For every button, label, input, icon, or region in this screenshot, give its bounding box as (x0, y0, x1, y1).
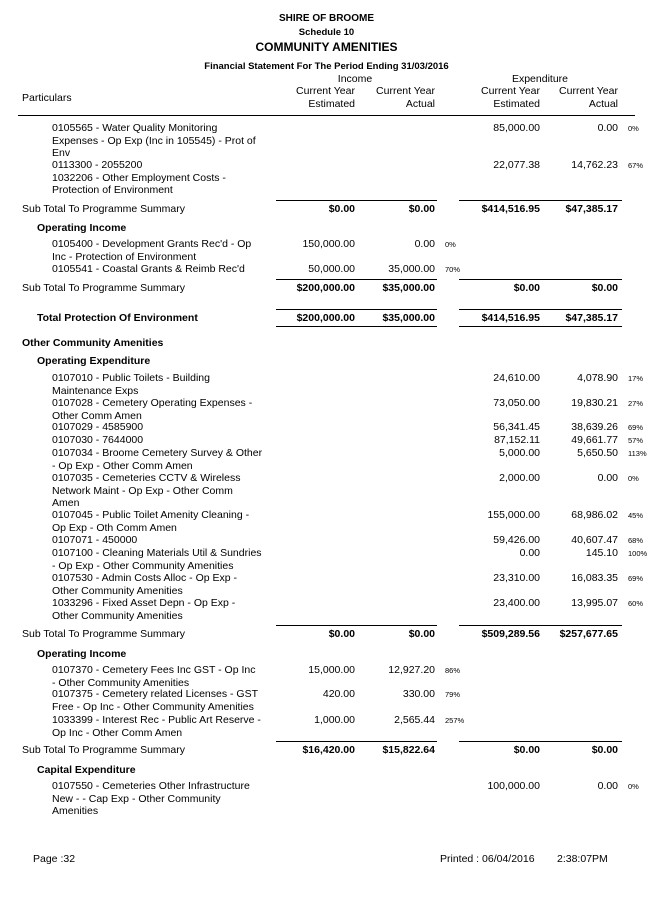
item-description-line: - Op Exp - Other Community Amenities (52, 559, 234, 572)
expenditure-actual-value: 0.00 (597, 780, 618, 792)
total-underline-expenditure (459, 326, 622, 327)
expenditure-estimated-value: 24,610.00 (493, 372, 540, 384)
income-actual-value: 0.00 (414, 238, 435, 250)
org-name: SHIRE OF BROOME (278, 13, 374, 24)
item-description-line: 0107035 - Cemeteries CCTV & Wireless (52, 472, 241, 484)
expenditure-estimated-value: 155,000.00 (487, 509, 540, 521)
subtotal-rule-expenditure (459, 309, 622, 310)
expenditure-actual-value: 145.10 (585, 547, 618, 559)
item-description-line: 0107028 - Cemetery Operating Expenses - (52, 397, 253, 409)
subtotal-expenditure-estimated: $414,516.95 (481, 203, 540, 215)
item-description-line: 0107010 - Public Toilets - Building (52, 372, 210, 384)
item-description-line: 0113300 - 2055200 (52, 159, 143, 171)
income-estimated-header-line1: Current Year (296, 85, 355, 97)
subtotal-rule-expenditure (459, 741, 622, 742)
subtotal-income-estimated: $200,000.00 (296, 312, 355, 324)
item-description-line: - Other Community Amenities (52, 676, 190, 689)
income-actual-value: 2,565.44 (394, 714, 435, 726)
item-description-line: 0107370 - Cemetery Fees Inc GST - Op Inc (52, 664, 256, 676)
income-estimated-value: 420.00 (322, 688, 355, 700)
subtotal-expenditure-estimated: $0.00 (513, 282, 540, 294)
expenditure-actual-value: 0.00 (597, 472, 618, 484)
expenditure-percent: 100% (628, 548, 648, 558)
expenditure-actual-value: 38,639.26 (571, 421, 618, 433)
income-estimated-header-line2: Estimated (308, 98, 355, 110)
item-description-line: 0107034 - Broome Cemetery Survey & Other (52, 447, 263, 459)
item-description-line: Amen (52, 497, 80, 509)
subtotal-rule-income (276, 200, 437, 201)
expenditure-actual-header-line2: Actual (588, 98, 618, 110)
subtotal-expenditure-actual: $47,385.17 (565, 312, 618, 324)
item-description-line: Op Exp - Oth Comm Amen (52, 521, 177, 534)
subtotal-income-actual: $0.00 (408, 628, 435, 640)
report-subtitle: Financial Statement For The Period Ending 31/03/2016 (204, 61, 449, 72)
item-description-line: 0105541 - Coastal Grants & Reimb Rec'd (52, 263, 245, 275)
item-description-line: Inc - Protection of Environment (52, 250, 197, 263)
item-description-line: Op Inc - Other Comm Amen (52, 726, 183, 739)
item-description-line: 0107029 - 4585900 (52, 421, 144, 433)
expenditure-estimated-value: 87,152.11 (494, 434, 540, 446)
subtotal-rule-income (276, 279, 437, 280)
item-description-line: Amenities (52, 805, 99, 817)
expenditure-actual-header-line1: Current Year (559, 85, 618, 97)
expenditure-actual-value: 19,830.21 (571, 397, 618, 409)
income-percent: 86% (445, 665, 461, 675)
item-description-line: 0107375 - Cemetery related Licenses - GST (52, 688, 259, 700)
subtotal-income-actual: $0.00 (408, 203, 435, 215)
subtotal-income-estimated: $200,000.00 (296, 282, 355, 294)
expenditure-actual-value: 0.00 (597, 122, 618, 134)
subtotal-rule-expenditure (459, 625, 622, 626)
subtotal-label: Sub Total To Programme Summary (22, 744, 186, 756)
item-description-line: 0107550 - Cemeteries Other Infrastructure (52, 780, 250, 792)
expenditure-actual-value: 4,078.90 (577, 372, 618, 384)
expenditure-percent: 0% (628, 123, 639, 133)
item-description-line: Network Maint - Op Exp - Other Comm (52, 484, 233, 497)
subtotal-label: Sub Total To Programme Summary (22, 628, 186, 640)
subtotal-rule-income (276, 309, 437, 310)
subtotal-income-estimated: $0.00 (328, 203, 355, 215)
expenditure-percent: 57% (628, 435, 644, 445)
expenditure-estimated-value: 23,400.00 (493, 597, 540, 609)
item-description-line: 1033296 - Fixed Asset Depn - Op Exp - (52, 597, 236, 609)
expenditure-actual-value: 5,650.50 (577, 447, 618, 459)
subtotal-expenditure-actual: $0.00 (591, 282, 618, 294)
item-description-line: New - - Cap Exp - Other Community (52, 792, 221, 805)
expenditure-actual-value: 40,607.47 (571, 534, 618, 546)
item-description-line: 0107100 - Cleaning Materials Util & Sundries (52, 547, 262, 559)
item-description-line: 0107530 - Admin Costs Alloc - Op Exp - (52, 572, 238, 584)
item-description-line: Other Comm Amen (52, 409, 142, 422)
expenditure-estimated-value: 100,000.00 (487, 780, 540, 792)
expenditure-estimated-value: 5,000.00 (499, 447, 540, 459)
expenditure-percent: 0% (628, 781, 639, 791)
expenditure-estimated-header-line2: Estimated (493, 98, 540, 110)
subtotal-rule-income (276, 625, 437, 626)
printed-date: Printed : 06/04/2016 (440, 853, 535, 865)
item-description-line: - Op Exp - Other Comm Amen (52, 459, 193, 472)
income-estimated-value: 150,000.00 (302, 238, 355, 250)
expenditure-percent: 0% (628, 473, 639, 483)
subtotal-income-actual: $35,000.00 (382, 312, 435, 324)
expenditure-actual-value: 13,995.07 (571, 597, 618, 609)
printed-time: 2:38:07PM (557, 853, 608, 865)
expenditure-percent: 68% (628, 535, 644, 545)
subtotal-income-estimated: $0.00 (328, 628, 355, 640)
expenditure-estimated-value: 23,310.00 (493, 572, 540, 584)
income-estimated-value: 50,000.00 (308, 263, 355, 275)
item-description-line: 0107071 - 450000 (52, 534, 138, 546)
item-description-line: Other Community Amenities (52, 584, 183, 597)
income-percent: 79% (445, 689, 461, 699)
income-actual-value: 12,927.20 (388, 664, 435, 676)
expenditure-estimated-header-line1: Current Year (481, 85, 540, 97)
section-heading: Operating Income (37, 222, 127, 234)
subtotal-income-estimated: $16,420.00 (302, 744, 355, 756)
subtotal-expenditure-estimated: $0.00 (513, 744, 540, 756)
subtotal-expenditure-estimated: $509,289.56 (481, 628, 540, 640)
item-description-line: 0107030 - 7644000 (52, 434, 144, 446)
expenditure-header: Expenditure (511, 73, 569, 85)
income-percent: 257% (445, 715, 465, 725)
report-title: COMMUNITY AMENITIES (255, 40, 398, 54)
section-heading: Operating Income (37, 648, 127, 660)
subtotal-rule-expenditure (459, 200, 622, 201)
expenditure-percent: 60% (628, 598, 644, 608)
subtotal-rule-expenditure (459, 279, 622, 280)
expenditure-percent: 69% (628, 422, 644, 432)
total-underline-income (276, 326, 437, 327)
item-description-line: Maintenance Exps (52, 384, 139, 397)
subtotal-label: Sub Total To Programme Summary (22, 282, 186, 294)
subtotal-rule-income (276, 741, 437, 742)
expenditure-estimated-value: 56,341.45 (493, 421, 540, 433)
expenditure-estimated-value: 0.00 (519, 547, 540, 559)
income-header: Income (337, 73, 373, 85)
item-description-line: 1032206 - Other Employment Costs - (52, 171, 226, 184)
subtotal-expenditure-actual: $257,677.65 (559, 628, 618, 640)
item-description-line: 0105565 - Water Quality Monitoring (52, 122, 218, 134)
income-actual-header-line1: Current Year (376, 85, 435, 97)
expenditure-estimated-value: 22,077.38 (493, 159, 540, 171)
expenditure-actual-value: 68,986.02 (571, 509, 618, 521)
expenditure-percent: 27% (628, 398, 644, 408)
subtotal-income-actual: $35,000.00 (382, 282, 435, 294)
header-rule (18, 115, 635, 116)
income-actual-value: 330.00 (402, 688, 435, 700)
expenditure-percent: 17% (628, 373, 644, 383)
schedule-label: Schedule 10 (298, 27, 355, 38)
expenditure-actual-value: 49,661.77 (571, 434, 618, 446)
income-estimated-value: 15,000.00 (308, 664, 355, 676)
section-heading: Operating Expenditure (37, 355, 151, 367)
expenditure-percent: 45% (628, 510, 644, 520)
expenditure-percent: 69% (628, 573, 644, 583)
expenditure-estimated-value: 73,050.00 (493, 397, 540, 409)
expenditure-percent: 113% (628, 448, 647, 458)
item-description-line: Env (52, 147, 71, 159)
income-actual-value: 35,000.00 (388, 263, 435, 275)
income-percent: 70% (445, 264, 461, 274)
subtotal-expenditure-actual: $47,385.17 (565, 203, 618, 215)
expenditure-actual-value: 14,762.23 (571, 159, 618, 171)
expenditure-percent: 67% (628, 160, 644, 170)
page-number: Page :32 (33, 853, 76, 865)
item-description-line: 0107045 - Public Toilet Amenity Cleaning - (52, 509, 250, 521)
item-description-line: Other Community Amenities (52, 609, 183, 622)
group-heading: Other Community Amenities (22, 337, 164, 349)
income-percent: 0% (445, 239, 456, 249)
subtotal-label: Sub Total To Programme Summary (22, 203, 186, 215)
expenditure-actual-value: 16,083.35 (571, 572, 618, 584)
item-description-line: 0105400 - Development Grants Rec'd - Op (52, 238, 252, 250)
particulars-header: Particulars (22, 92, 72, 104)
item-description-line: Free - Op Inc - Other Community Amenities (52, 700, 254, 713)
subtotal-expenditure-estimated: $414,516.95 (481, 312, 540, 324)
item-description-line: Expenses - Op Exp (Inc in 105545) - Prot of (52, 134, 256, 147)
expenditure-estimated-value: 85,000.00 (493, 122, 540, 134)
income-actual-header-line2: Actual (405, 98, 435, 110)
item-description-line: 1033399 - Interest Rec - Public Art Reserve - (52, 714, 261, 726)
income-estimated-value: 1,000.00 (314, 714, 355, 726)
subtotal-expenditure-actual: $0.00 (591, 744, 618, 756)
total-label: Total Protection Of Environment (37, 312, 198, 324)
expenditure-estimated-value: 59,426.00 (493, 534, 540, 546)
expenditure-estimated-value: 2,000.00 (499, 472, 540, 484)
subtotal-income-actual: $15,822.64 (382, 744, 435, 756)
section-heading: Capital Expenditure (37, 764, 136, 776)
item-description-line: Protection of Environment (52, 184, 173, 196)
